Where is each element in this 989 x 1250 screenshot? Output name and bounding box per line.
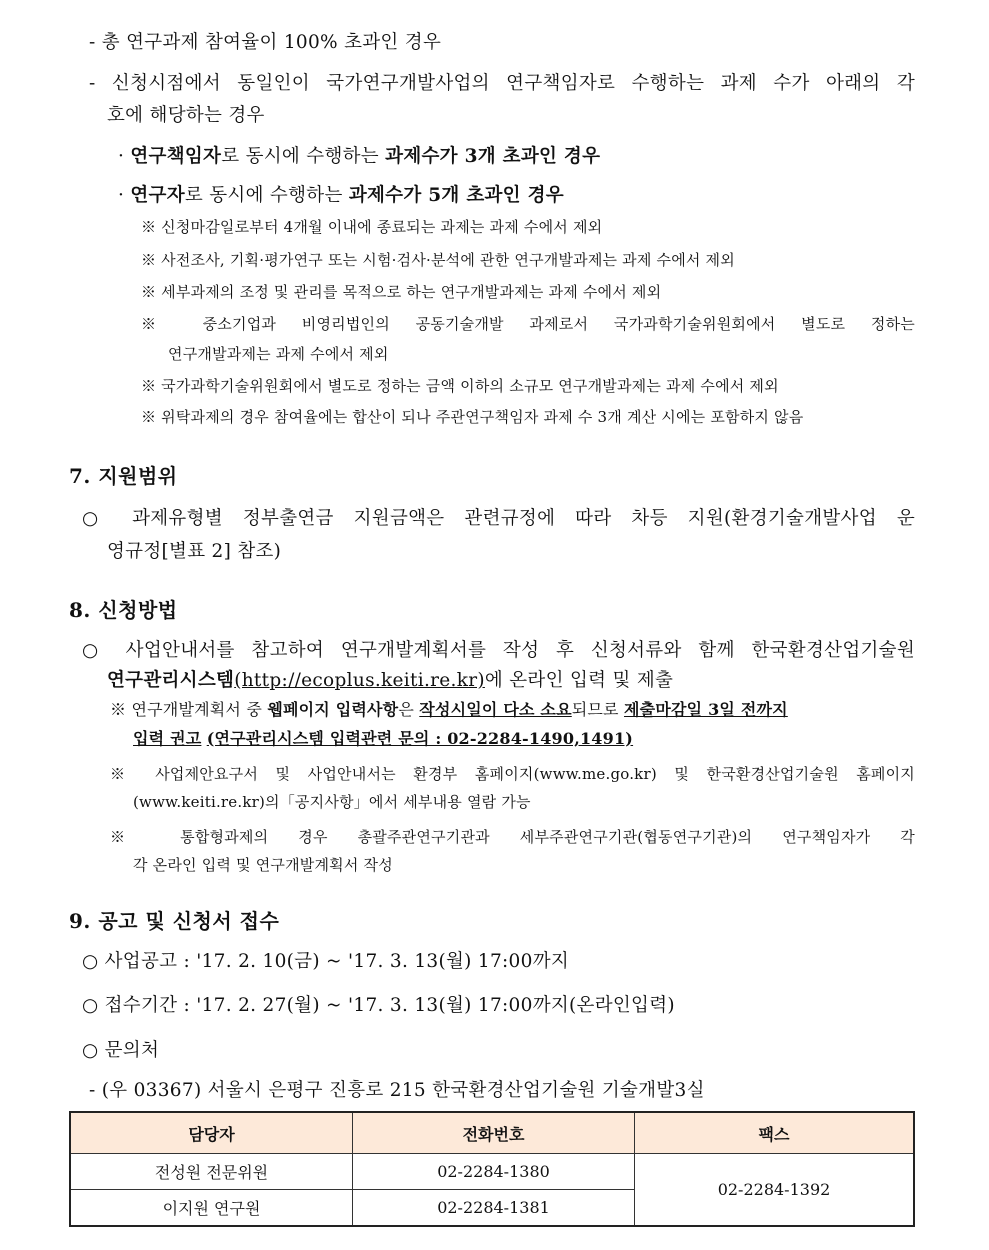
note-web-input-cont: 입력 권고 (연구관리시스템 입력관련 문의 : 02-2284-1490,1491): [133, 729, 634, 748]
bullet-lead-researcher: · 연구책임자로 동시에 수행하는 과제수가 3개 초과인 경우: [118, 146, 601, 167]
condition-lead-researcher: - 신청시점에서 동일인이 국가연구개발사업의 연구책임자로 수행하는 과제 수가 아래의 각: [89, 73, 915, 94]
contact-name: 전성원 전문위원: [70, 1154, 353, 1190]
section-8-text: ○ 사업안내서를 참고하여 연구개발계획서를 작성 후 신청서류와 함께 한국환경산업기술원: [82, 640, 915, 661]
bullet-researcher: · 연구자로 동시에 수행하는 과제수가 5개 초과인 경우: [118, 185, 564, 206]
section-7-heading: 7. 지원범위: [69, 464, 178, 488]
section-9-heading: 9. 공고 및 신청서 접수: [69, 909, 280, 933]
note-integrated-cont: 각 온라인 입력 및 연구개발계획서 작성: [133, 856, 393, 874]
contact-table: [69, 1111, 915, 1227]
note-exclusion-4: ※ 중소기업과 비영리법인의 공동기술개발 과제로서 국가과학기술위원회에서 별도로 정하는: [141, 315, 915, 333]
condition-lead-researcher-cont: 호에 해당하는 경우: [107, 105, 265, 126]
header-phone: 전화번호: [353, 1112, 635, 1154]
note-exclusion-6: ※ 위탁과제의 경우 참여율에는 합산이 되나 주관연구책임자 과제 수 3개 계산 시에는 포함하지 않음: [141, 408, 804, 426]
contact-phone: 02-2284-1381: [353, 1190, 635, 1227]
section-8-text-cont: 연구관리시스템(http://ecoplus.keiti.re.kr)에 온라인 입력 및 제출: [107, 670, 674, 691]
table-row: [70, 1154, 914, 1190]
section-8-heading: 8. 신청방법: [69, 598, 178, 622]
note-exclusion-3: ※ 세부과제의 조정 및 관리를 목적으로 하는 연구개발과제는 과제 수에서 제외: [141, 283, 662, 301]
note-exclusion-2: ※ 사전조사, 기획·평가연구 또는 시험·검사·분석에 관한 연구개발과제는 과제 수에서 제외: [141, 251, 735, 269]
note-exclusion-4-cont: 연구개발과제는 과제 수에서 제외: [168, 345, 389, 363]
note-web-input: ※ 연구개발계획서 중 웹페이지 입력사항은 작성시일이 다소 소요되므로 제출마감일 3일 전까지: [110, 700, 788, 719]
system-link[interactable]: (http://ecoplus.keiti.re.kr): [234, 670, 485, 691]
note-exclusion-1: ※ 신청마감일로부터 4개월 이내에 종료되는 과제는 과제 수에서 제외: [141, 218, 603, 236]
contact-label: ○ 문의처: [82, 1040, 160, 1061]
system-name: 연구관리시스템: [107, 670, 235, 691]
contact-fax: 02-2284-1392: [635, 1154, 915, 1227]
note-exclusion-5: ※ 국가과학기술위원회에서 별도로 정하는 금액 이하의 소규모 연구개발과제는 과제 수에서 제외: [141, 377, 779, 395]
note-homepage: ※ 사업제안요구서 및 사업안내서는 환경부 홈페이지(www.me.go.kr) 및 한국환경산업기술원 홈페이지: [110, 765, 915, 783]
condition-participation: - 총 연구과제 참여율이 100% 초과인 경우: [89, 32, 442, 53]
section-7-text: ○ 과제유형별 정부출연금 지원금액은 관련규정에 따라 차등 지원(환경기술개발사업 운: [82, 508, 915, 529]
note-homepage-cont: (www.keiti.re.kr)의「공지사항」에서 세부내용 열람 가능: [133, 793, 531, 811]
announce-period: ○ 사업공고 : '17. 2. 10(금) ~ '17. 3. 13(월) 17:00까지: [82, 951, 570, 972]
contact-address: - (우 03367) 서울시 은평구 진흥로 215 한국환경산업기술원 기술개발3실: [89, 1080, 705, 1101]
contact-phone: 02-2284-1380: [353, 1154, 635, 1190]
section-7-text-cont: 영규정[별표 2] 참조): [107, 541, 282, 562]
header-fax: 팩스: [635, 1112, 915, 1154]
contact-name: 이지원 연구원: [70, 1190, 353, 1227]
note-integrated: ※ 통합형과제의 경우 총괄주관연구기관과 세부주관연구기관(협동연구기관)의 연구책임자가 각: [110, 828, 915, 846]
submission-period: ○ 접수기간 : '17. 2. 27(월) ~ '17. 3. 13(월) 17:00까지(온라인입력): [82, 995, 675, 1016]
header-contact-person: 담당자: [70, 1112, 353, 1154]
